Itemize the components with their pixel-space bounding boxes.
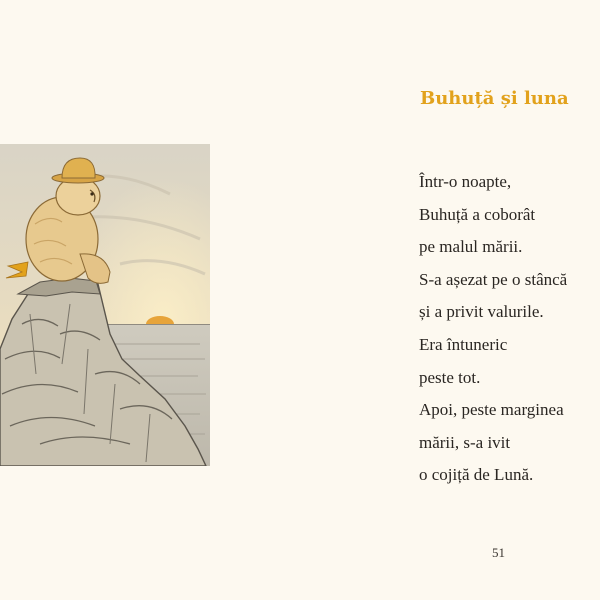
poem-line: pe malul mării. [419,237,523,257]
poem-line: mării, s-a ivit [419,432,511,452]
poem-line: Era întuneric [419,334,508,354]
poem-line: Buhuță a coborât [419,204,536,224]
owl-on-rock-illustration [0,144,210,466]
poem-line: Apoi, peste marginea [419,400,564,420]
poem-line: S-a așezat pe o stâncă [419,269,568,289]
poem-line: Într-o noapte, [419,172,512,191]
page-number: 51 [492,545,505,560]
poem-line: o cojiță de Lună. [419,465,534,485]
poem-text [419,166,567,492]
poem-line: și a privit valurile. [419,302,544,322]
poem-line: peste tot. [419,367,481,387]
page-title: Buhuță și luna [420,88,569,109]
